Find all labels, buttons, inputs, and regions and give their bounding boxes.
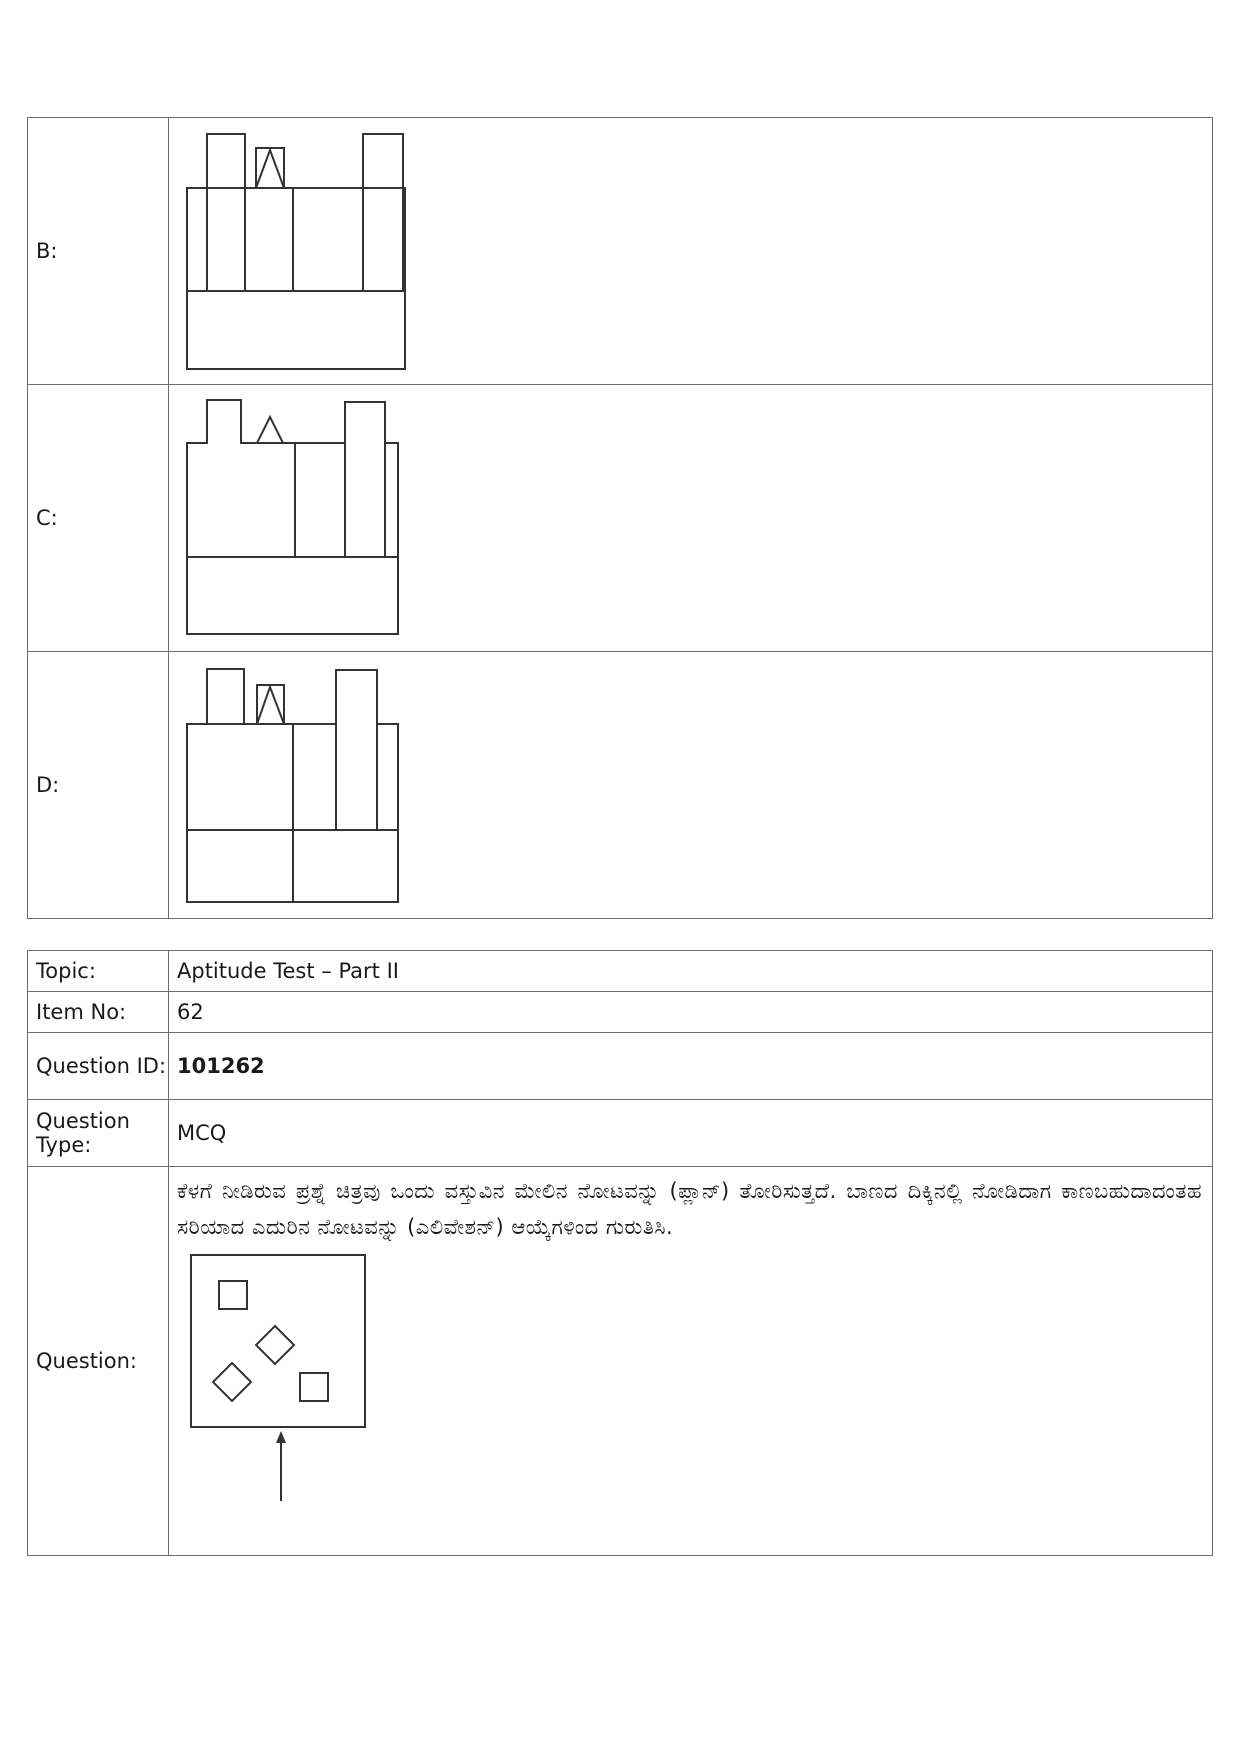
question-type-row [28,1100,1213,1167]
plan-diamond-center [256,1326,294,1364]
question-id-value: 101262 [169,1033,1213,1100]
direction-arrow-icon [276,1431,286,1443]
item-no-label: Item No: [28,992,169,1033]
plan-view-figure [177,1245,397,1510]
question-id-label: Question ID: [28,1033,169,1100]
question-label: Question: [28,1167,169,1556]
elevation-figure-b [169,118,409,384]
option-label: C: [28,385,169,652]
option-row-b [28,118,1213,385]
question-type-value: MCQ [169,1100,1213,1167]
plan-diamond-left [213,1363,251,1401]
options-table [27,117,1213,919]
question-meta-table [27,950,1213,1556]
topic-label: Topic: [28,951,169,992]
option-row-c [28,385,1213,652]
elevation-figure-d [169,652,409,918]
elevation-figure-c [169,385,409,651]
question-id-row [28,1033,1213,1100]
item-no-row [28,992,1213,1033]
question-type-label: Question Type: [28,1100,169,1167]
plan-outline [191,1255,365,1427]
option-figure-cell [169,652,1213,919]
option-figure-cell [169,118,1213,385]
topic-row [28,951,1213,992]
question-row [28,1167,1213,1556]
option-row-d [28,652,1213,919]
question-cell [169,1167,1213,1556]
option-label: B: [28,118,169,385]
plan-square-bottom [300,1373,328,1401]
plan-square-top [219,1281,247,1309]
option-figure-cell [169,385,1213,652]
item-no-value: 62 [169,992,1213,1033]
option-label: D: [28,652,169,919]
topic-value: Aptitude Test – Part II [169,951,1213,992]
question-text: ಕೆಳಗೆ ನೀಡಿರುವ ಪ್ರಶ್ನೆ ಚಿತ್ರವು ಒಂದು ವಸ್ತುವಿನ ಮೇಲಿನ ನೋಟವನ್ನು (ಪ್ಲಾನ್) ತೋರಿಸುತ್ತದೆ. ಬಾಣದ ದಿಕ್ಕಿನಲ್ಲಿ ನೋಡಿದಾಗ ಕಾಣಬಹುದಾದಂತಹ ಸರಿಯಾದ ಎದುರಿನ ನೋಟವನ್ನು (ಎಲಿವೇಶನ್) ಆಯ್ಕೆಗಳಿಂದ ಗುರುತಿಸಿ. [177,1179,1202,1239]
